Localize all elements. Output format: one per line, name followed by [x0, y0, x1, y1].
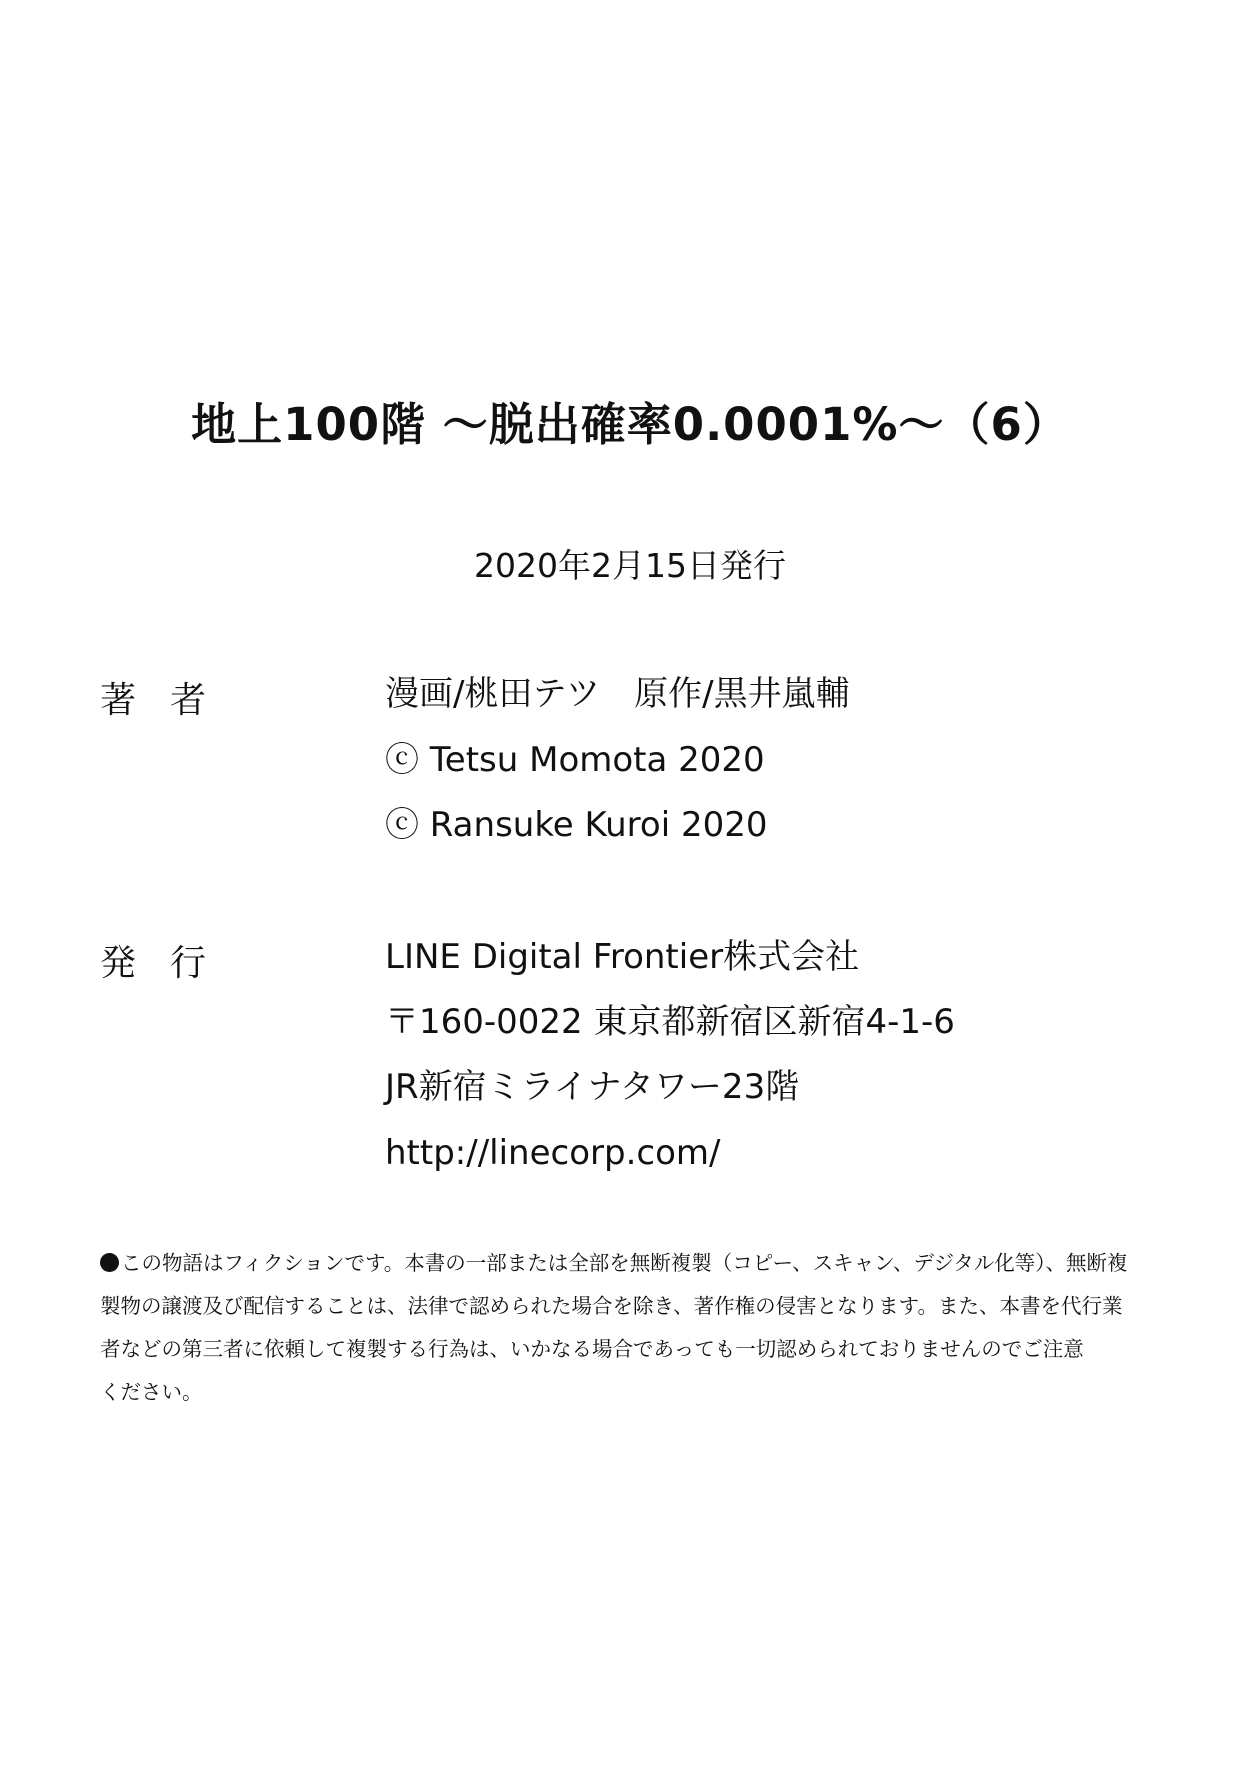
- publication-date: 2020年2月15日発行: [474, 546, 786, 585]
- legal-notice: [100, 1242, 1180, 1414]
- copyright-artist: ⓒ Tetsu Momota 2020: [385, 740, 765, 780]
- author-label-char: 者: [170, 680, 207, 721]
- notice-line: 者などの第三者に依頼して複製する行為は、いかなる場合であっても一切認められておりませんのでご注意: [100, 1337, 1084, 1361]
- publisher-label: [100, 935, 206, 986]
- notice-line: ください。: [100, 1380, 203, 1404]
- author-label: [100, 672, 206, 723]
- publisher-label-char: 行: [170, 943, 207, 984]
- publisher-url: http://linecorp.com/: [385, 1133, 721, 1173]
- publisher-address: 〒160-0022 東京都新宿区新宿4-1-6: [385, 1002, 955, 1042]
- notice-line: [100, 1242, 1180, 1285]
- bullet-icon: [100, 1253, 119, 1272]
- publisher-label-char: 発: [100, 943, 137, 984]
- book-title: 地上100階 ～脱出確率0.0001%～（6）: [191, 398, 1069, 451]
- notice-text: この物語はフィクションです。本書の一部または全部を無断複製（コピー、スキャン、デジタル化等）、無断複: [121, 1251, 1128, 1275]
- author-credits: 漫画/桃田テツ 原作/黒井嵐輔: [385, 674, 850, 714]
- notice-line: 製物の譲渡及び配信することは、法律で認められた場合を除き、著作権の侵害となります。また、本書を代行業: [100, 1294, 1123, 1318]
- publisher-name: LINE Digital Frontier株式会社: [385, 937, 860, 977]
- publisher-building: JR新宿ミライナタワー23階: [385, 1067, 800, 1107]
- author-label-char: 著: [100, 680, 137, 721]
- copyright-author: ⓒ Ransuke Kuroi 2020: [385, 805, 768, 845]
